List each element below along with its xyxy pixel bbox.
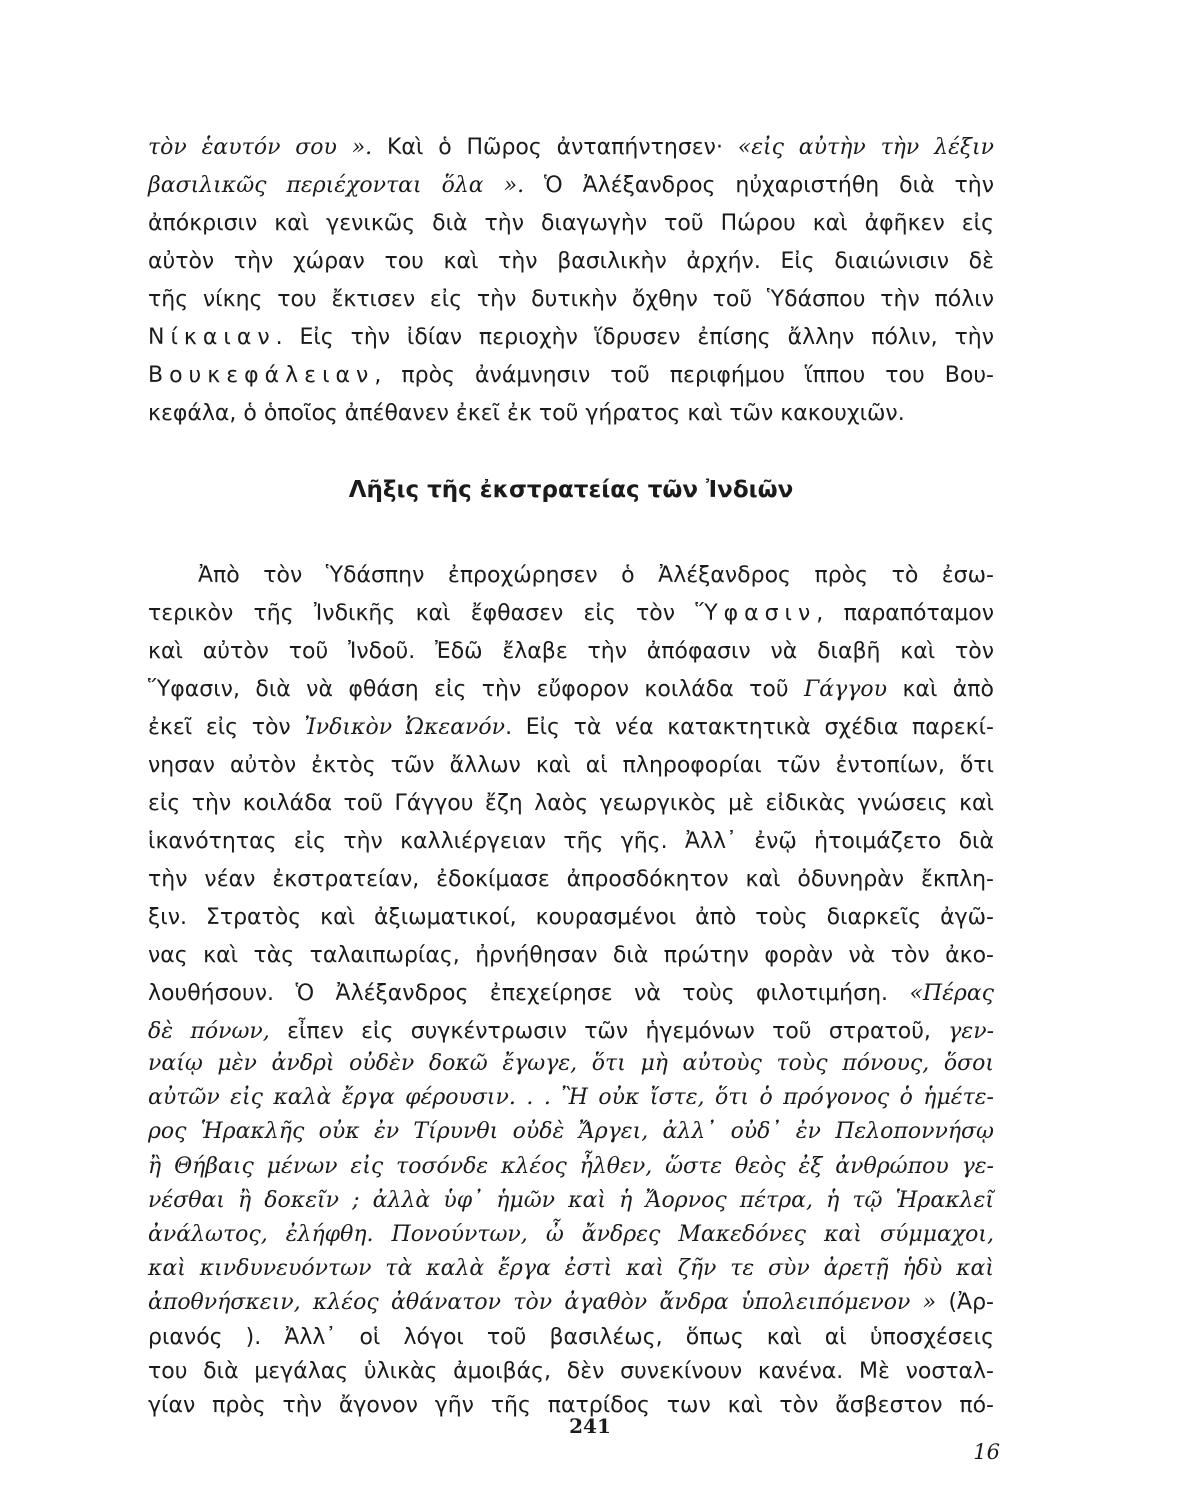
text-line: Ἀπὸ τὸν Ὑδάσπην ἐπροχώρησεν ὁ Ἀλέξανδρος πρὸς τὸ ἐσω-: [198, 563, 994, 588]
text-span: , παραπόταμον: [816, 601, 994, 626]
text-line: ἱκανότητας εἰς τὴν καλλιέργειαν τῆς γῆς. Ἀλλ᾽ ἐνῷ ἡτοιμάζετο διὰ: [148, 829, 994, 854]
signature-number: 16: [973, 1440, 1000, 1464]
text-span: εἶπεν εἰς συγκέντρωσιν τῶν ἡγεμόνων τοῦ στρατοῦ,: [269, 1019, 949, 1044]
text-span: . Εἰς τὴν ἰδίαν περιοχὴν ἵδρυσεν ἐπίσης ἄλλην πόλιν, τὴν: [275, 325, 994, 350]
italic-name: Ἰνδικὸν Ὠκεανόν: [304, 715, 506, 740]
text-span: τερικὸν τῆς Ἰνδικῆς καὶ ἔφθασεν εἰς τὸν: [148, 601, 696, 626]
text-span: Ὁ Ἀλέξανδρος ηὐχαριστήθη διὰ τὴν: [524, 173, 994, 198]
text-line: εἰς τὴν κοιλάδα τοῦ Γάγγου ἔζη λαὸς γεωργικὸς μὲ εἰδικὰς γνώσεις καὶ: [148, 791, 994, 816]
section-heading: Λῆξις τῆς ἐκστρατείας τῶν Ἰνδιῶν: [348, 477, 794, 503]
text-line: [148, 1014, 994, 1050]
text-line: [148, 130, 994, 166]
spaced-name: Νίκαιαν: [148, 325, 276, 350]
text-line: ἢ Θήβαις μένων εἰς τοσόνδε κλέος ἦλθεν, ὥστε θεὸς ἐξ ἀνθρώπου γε-: [148, 1154, 994, 1179]
text-line: αὐτῶν εἰς καλὰ ἔργα φέρουσιν. . . Ἢ οὐκ ἴστε, ὅτι ὁ πρόγονος ὁ ἡμέτε-: [148, 1085, 994, 1110]
italic-quote: «εἰς αὐτὴν τὴν λέξιν: [737, 135, 994, 160]
text-line: [148, 672, 994, 708]
text-line: ἀπόκρισιν καὶ γενικῶς διὰ τὴν διαγωγὴν τοῦ Πώρου καὶ ἀφῆκεν εἰς: [148, 211, 994, 236]
text-line: [148, 710, 994, 746]
italic-quote: δὲ πόνων,: [148, 1019, 270, 1044]
page-number: 241: [569, 1414, 611, 1438]
text-span: . Εἰς τὰ νέα κατακτητικὰ σχέδια παρεκί-: [505, 715, 994, 740]
text-span: Καὶ ὁ Πῶρος ἀνταπήντησεν·: [372, 135, 738, 160]
text-line: αὐτὸν τὴν χώραν του καὶ τὴν βασιλικὴν ἀρχήν. Εἰς διαιώνισιν δὲ: [148, 249, 994, 274]
text-span: λουθήσουν. Ὁ Ἀλέξανδρος ἐπεχείρησε νὰ τοὺς φιλοτιμήση.: [148, 981, 910, 1006]
italic-name: Γάγγου: [804, 677, 888, 702]
text-line: [148, 976, 994, 1012]
text-line: [148, 1285, 994, 1321]
text-span: καὶ ἀπὸ: [887, 677, 994, 702]
text-line: γίαν πρὸς τὴν ἄγονον γῆν τῆς πατρίδος των καὶ τὸν ἄσβεστον πό-: [148, 1393, 994, 1418]
text-line: νησαν αὐτὸν ἐκτὸς τῶν ἄλλων καὶ αἱ πληροφορίαι τῶν ἐντοπίων, ὅτι: [148, 753, 994, 778]
text-span: ἐκεῖ εἰς τὸν: [148, 715, 305, 740]
text-line: ἀνάλωτος, ἐλήφθη. Πονούντων, ὦ ἄνδρες Μακεδόνες καὶ σύμμαχοι,: [148, 1222, 994, 1247]
text-line: ρος Ἡρακλῆς οὐκ ἐν Τίρυνθι οὐδὲ Ἄργει, ἀλλ᾽ οὐδ᾽ ἐν Πελοποννήσῳ: [148, 1119, 994, 1144]
italic-quote: τὸν ἑαυτόν σου ».: [148, 135, 373, 160]
spaced-name: Ὕφασιν: [695, 601, 817, 626]
italic-quote: γεν-: [948, 1019, 995, 1044]
text-line: ριανός ). Ἀλλ᾽ οἱ λόγοι τοῦ βασιλέως, ὅπως καὶ αἱ ὑποσχέσεις: [148, 1325, 994, 1350]
text-span: Ὕφασιν, διὰ νὰ φθάση εἰς τὴν εὔφορον κοιλάδα τοῦ: [148, 677, 805, 702]
text-line: [148, 168, 994, 204]
text-line: καὶ κινδυνευόντων τὰ καλὰ ἔργα ἐστὶ καὶ ζῆν τε σὺν ἀρετῇ ἡδὺ καὶ: [148, 1256, 994, 1281]
text-line: ξιν. Στρατὸς καὶ ἀξιωματικοί, κουρασμένοι ἀπὸ τοὺς διαρκεῖς ἀγῶ-: [148, 905, 994, 930]
text-span: , πρὸς ἀνάμνησιν τοῦ περιφήμου ἵππου του Βου-: [374, 363, 994, 388]
spaced-name: Βουκεφάλειαν: [148, 363, 375, 388]
text-line: [148, 320, 994, 356]
italic-quote: ἀποθνήσκειν, κλέος ἀθάνατον τὸν ἀγαθὸν ἄνδρα ὑπολειπόμενον »: [148, 1290, 937, 1315]
text-span: (Ἀρ-: [936, 1290, 994, 1315]
text-line: ναίῳ μὲν ἀνδρὶ οὐδὲν δοκῶ ἔγωγε, ὅτι μὴ αὐτοὺς τοὺς πόνους, ὅσοι: [148, 1051, 994, 1076]
text-line: καὶ αὐτὸν τοῦ Ἰνδοῦ. Ἐδῶ ἔλαβε τὴν ἀπόφασιν νὰ διαβῆ καὶ τὸν: [148, 639, 994, 664]
text-line: [148, 358, 994, 394]
text-line: [148, 596, 994, 632]
text-line: κεφάλα, ὁ ὁποῖος ἀπέθανεν ἐκεῖ ἐκ τοῦ γήρατος καὶ τῶν κακουχιῶν.: [148, 401, 905, 426]
text-line: του διὰ μεγάλας ὑλικὰς ἀμοιβάς, δὲν συνεκίνουν κανένα. Μὲ νοσταλ-: [148, 1359, 994, 1384]
italic-quote: βασιλικῶς περιέχονται ὅλα ».: [148, 173, 525, 198]
text-line: νας καὶ τὰς ταλαιπωρίας, ἠρνήθησαν διὰ πρώτην φορὰν νὰ τὸν ἀκο-: [148, 943, 994, 968]
italic-quote: «Πέρας: [909, 981, 994, 1006]
text-line: νέσθαι ἢ δοκεῖν ; ἀλλὰ ὑφ᾽ ἡμῶν καὶ ἡ Ἄορνος πέτρα, ἡ τῷ Ἡρακλεῖ: [148, 1188, 994, 1213]
text-line: τὴν νέαν ἐκστρατείαν, ἐδοκίμασε ἀπροσδόκητον καὶ ὀδυνηρὰν ἔκπλη-: [148, 867, 994, 892]
text-line: τῆς νίκης του ἔκτισεν εἰς τὴν δυτικὴν ὄχθην τοῦ Ὑδάσπου τὴν πόλιν: [148, 287, 994, 312]
